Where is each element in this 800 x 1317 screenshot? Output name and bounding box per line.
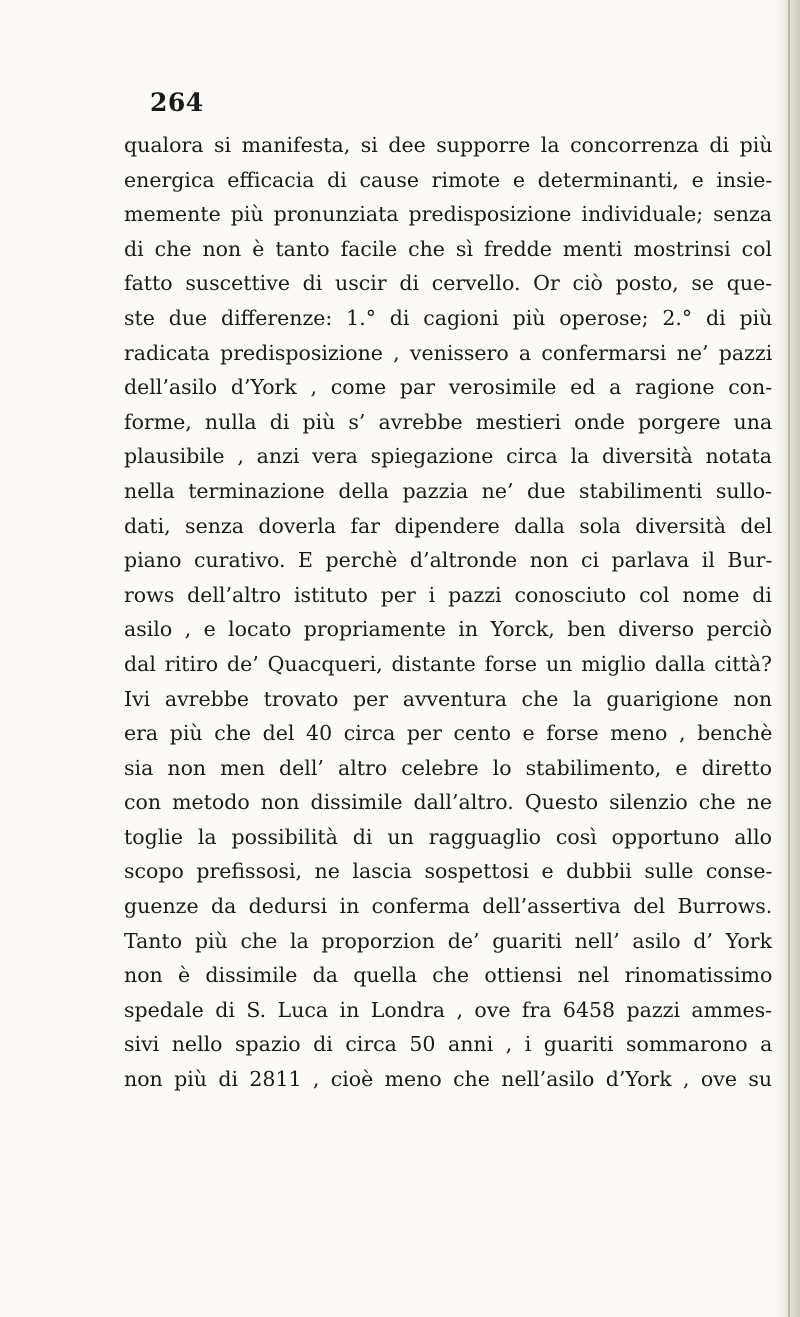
text-line: spedale di S. Luca in Londra , ove fra 6458 pazzi ammes- <box>124 997 773 1022</box>
text-line: dell’asilo d’York , come par verosimile ed a ragione con- <box>124 375 773 400</box>
text-line: sivi nello spazio di circa 50 anni , i guariti sommarono a <box>124 1032 773 1057</box>
text-line: era più che del 40 circa per cento e forse meno , benchè <box>124 721 773 746</box>
body-text <box>124 128 772 1097</box>
text-line: dal ritiro de’ Quacqueri, distante forse un miglio dalla città? <box>124 651 772 676</box>
text-line: Ivi avrebbe trovato per avventura che la guarigione non <box>124 686 773 711</box>
text-line: sia non men dell’ altro celebre lo stabilimento, e diretto <box>124 755 772 780</box>
text-line: radicata predisposizione , venissero a confermarsi ne’ pazzi <box>124 340 773 365</box>
text-line: fatto suscettive di uscir di cervello. Or ciò posto, se que- <box>124 271 773 296</box>
page-number: 264 <box>150 88 204 117</box>
text-line: dati, senza doverla far dipendere dalla sola diversità del <box>124 513 773 538</box>
text-line: memente più pronunziata predisposizione individuale; senza <box>124 202 772 227</box>
text-line: ste due differenze: 1.° di cagioni più operose; 2.° di più <box>124 305 773 330</box>
text-line: forme, nulla di più s’ avrebbe mestieri onde porgere una <box>124 409 773 434</box>
text-line: Tanto più che la proporzion de’ guariti nell’ asilo d’ York <box>124 928 772 953</box>
text-line: plausibile , anzi vera spiegazione circa la diversità notata <box>124 444 772 469</box>
page-edge-line <box>788 0 790 1317</box>
text-line: con metodo non dissimile dall’altro. Questo silenzio che ne <box>124 790 772 815</box>
text-line: non più di 2811 , cioè meno che nell’asilo d’York , ove su <box>124 1067 773 1092</box>
text-line: nella terminazione della pazzia ne’ due stabilimenti sullo- <box>124 478 772 503</box>
text-line: toglie la possibilità di un ragguaglio così opportuno allo <box>124 824 772 849</box>
text-line: guenze da dedursi in conferma dell’assertiva del Burrows. <box>124 894 773 919</box>
text-line: scopo prefissosi, ne lascia sospettosi e dubbii sulle conse- <box>124 859 773 884</box>
text-line: asilo , e locato propriamente in Yorck, ben diverso perciò <box>124 617 772 642</box>
text-line: qualora si manifesta, si dee supporre la concorrenza di più <box>124 133 773 157</box>
text-line: non è dissimile da quella che ottiensi nel rinomatissimo <box>124 963 773 988</box>
text-line: rows dell’altro istituto per i pazzi conosciuto col nome di <box>124 582 772 607</box>
text-line: di che non è tanto facile che sì fredde menti mostrinsi col <box>124 236 772 261</box>
text-line: energica efficacia di cause rimote e determinanti, e insie- <box>124 167 773 192</box>
page-edge-shadow <box>774 0 800 1317</box>
text-line: piano curativo. E perchè d’altronde non ci parlava il Bur- <box>124 548 773 573</box>
